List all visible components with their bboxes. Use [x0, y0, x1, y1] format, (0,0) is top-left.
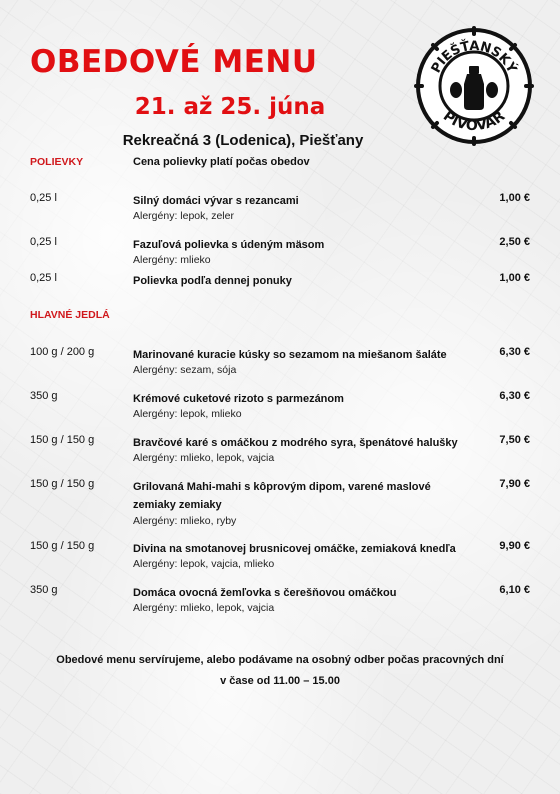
item-name: Krémové cuketové rizoto s parmezánom	[133, 393, 344, 405]
item-price: 9,90 €	[499, 540, 530, 552]
item-allergens: Alergény: mlieko, ryby	[133, 515, 237, 527]
item-name: Divina na smotanovej brusnicovej omáčke, zemiaková knedľa	[133, 543, 456, 555]
restaurant-address: Rekreačná 3 (Lodenica), Piešťany	[122, 132, 364, 149]
item-allergens: Alergény: lepok, zeler	[133, 210, 234, 222]
menu-dates: 21. až 25. júna	[134, 94, 326, 120]
item-name: Grilovaná Mahi-mahi s kôprovým dipom, varené maslové zemiaky zemiaky	[133, 481, 431, 511]
item-portion: 150 g / 150 g	[30, 434, 95, 446]
item-allergens: Alergény: mlieko	[133, 254, 211, 266]
section-soups-label: POLIEVKY	[30, 156, 84, 168]
item-allergens: Alergény: mlieko, lepok, vajcia	[133, 452, 275, 464]
item-allergens: Alergény: sezam, sója	[133, 364, 237, 376]
menu-title: OBEDOVÉ MENU	[30, 44, 318, 80]
footer-line-1: Obedové menu servírujeme, alebo podávame na osobný odber počas pracovných dní	[56, 654, 504, 666]
item-price: 1,00 €	[499, 192, 530, 204]
soup-price-note: Cena polievky platí počas obedov	[133, 156, 310, 168]
item-allergens: Alergény: lepok, mlieko	[133, 408, 242, 420]
serving-hours-note	[20, 650, 540, 692]
item-portion: 350 g	[30, 584, 58, 596]
item-price: 7,90 €	[499, 478, 530, 490]
item-portion: 0,25 l	[30, 236, 57, 248]
item-portion: 0,25 l	[30, 272, 57, 284]
item-price: 1,00 €	[499, 272, 530, 284]
item-portion: 350 g	[30, 390, 58, 402]
section-mains-label: HLAVNÉ JEDLÁ	[30, 309, 110, 321]
item-portion: 0,25 l	[30, 192, 57, 204]
item-price: 7,50 €	[499, 434, 530, 446]
item-name: Bravčové karé s omáčkou z modrého syra, špenátové halušky	[133, 437, 458, 449]
svg-text:PIVOVAR: PIVOVAR	[440, 108, 508, 135]
item-name: Fazuľová polievka s údeným mäsom	[133, 239, 325, 251]
brewery-logo	[414, 26, 534, 146]
item-price: 2,50 €	[499, 236, 530, 248]
item-price: 6,10 €	[499, 584, 530, 596]
item-name: Marinované kuracie kúsky so sezamom na miešanom šaláte	[133, 349, 447, 361]
item-portion: 100 g / 200 g	[30, 346, 95, 358]
item-name: Polievka podľa dennej ponuky	[133, 275, 292, 287]
item-price: 6,30 €	[499, 390, 530, 402]
item-name: Silný domáci vývar s rezancami	[133, 195, 299, 207]
item-portion: 150 g / 150 g	[30, 478, 95, 490]
item-portion: 150 g / 150 g	[30, 540, 95, 552]
item-allergens: Alergény: mlieko, lepok, vajcia	[133, 602, 275, 614]
item-name: Domáca ovocná žemľovka s čerešňovou omáčkou	[133, 587, 397, 599]
footer-line-2: v čase od 11.00 – 15.00	[220, 675, 340, 687]
item-price: 6,30 €	[499, 346, 530, 358]
svg-text:PIEŠŤANSKÝ: PIEŠŤANSKÝ	[428, 38, 520, 76]
item-allergens: Alergény: lepok, vajcia, mlieko	[133, 558, 275, 570]
